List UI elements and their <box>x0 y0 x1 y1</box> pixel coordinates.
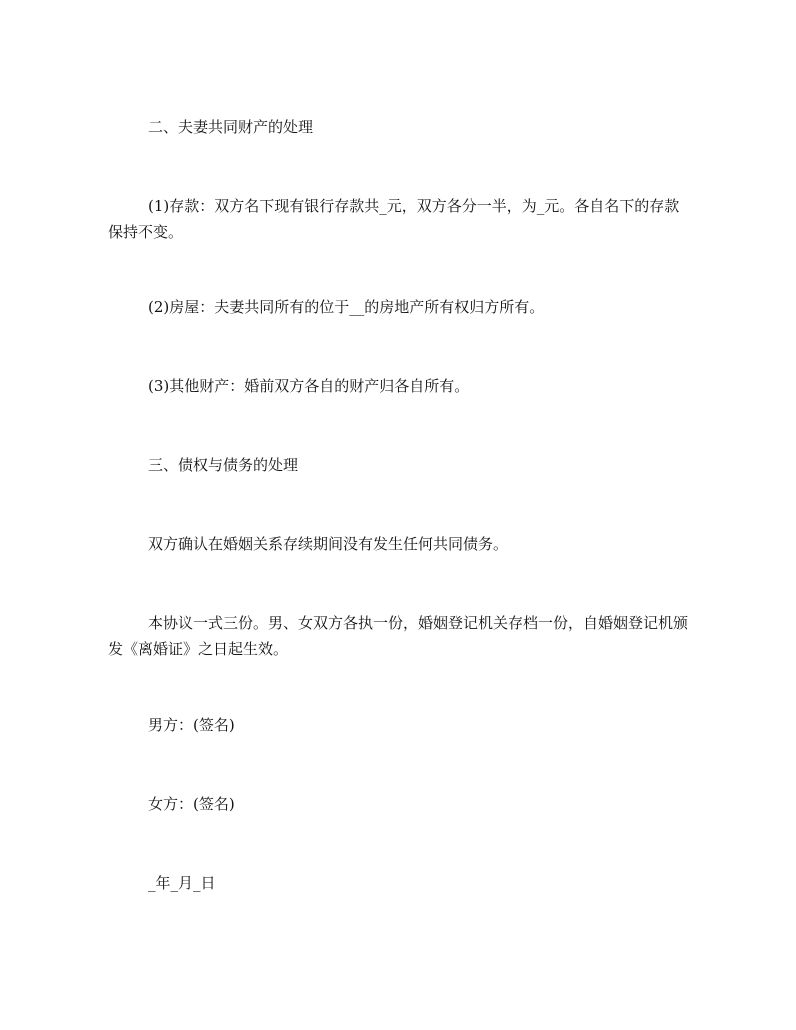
clause-agreement-copies: 本协议一式三份。男、女双方各执一份，婚姻登记机关存档一份，自婚姻登记机颁发《离婚证》之日起生效。 <box>108 614 689 658</box>
signature-line-female: 女方：(签名) <box>148 795 235 813</box>
section-heading-debts: 三、债权与债务的处理 <box>148 456 299 474</box>
clause-other-property: (3)其他财产：婚前双方各自的财产归各自所有。 <box>148 377 470 395</box>
section-heading-joint-property: 二、夫妻共同财产的处理 <box>148 118 314 136</box>
signature-line-male: 男方：(签名) <box>148 716 235 734</box>
clause-house: (2)房屋：夫妻共同所有的位于__的房地产所有权归方所有。 <box>148 298 545 316</box>
date-line: _年_月_日 <box>148 874 216 892</box>
clause-savings: (1)存款：双方名下现有银行存款共_元，双方各分一半，为_元。各自名下的存款保持不变。 <box>108 197 680 241</box>
clause-debt-confirmation: 双方确认在婚姻关系存续期间没有发生任何共同债务。 <box>148 535 509 553</box>
